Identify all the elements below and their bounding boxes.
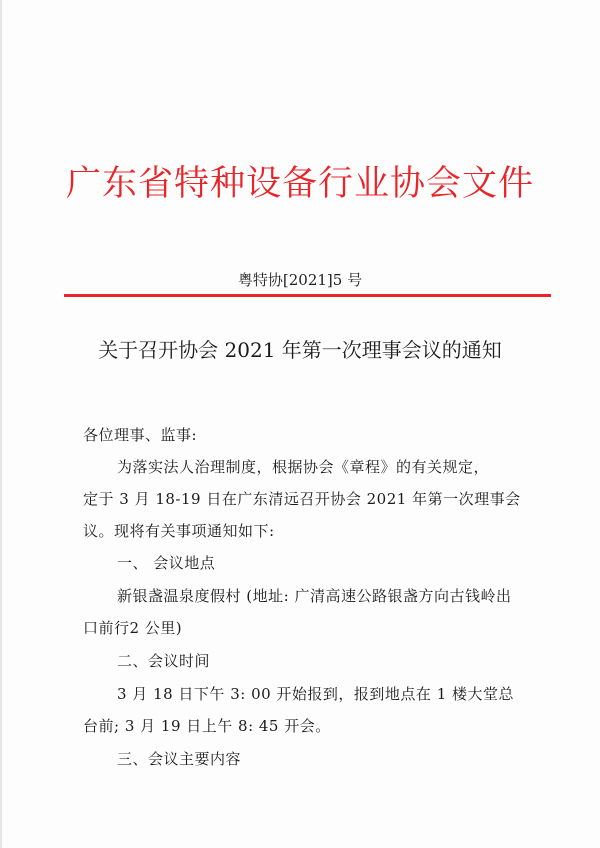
section-heading: 三、会议主要内容: [117, 750, 242, 768]
document-number: 粤特协[2021]5 号: [237, 271, 363, 289]
section-line: 台前; 3 月 19 日上午 8: 45 开会。: [83, 717, 331, 735]
salutation: 各位理事、监事:: [83, 426, 198, 444]
red-divider-line: [64, 294, 551, 297]
section-line: 新银盏温泉度假村 (地址: 广清高速公路银盏方向古钱岭出: [117, 587, 512, 605]
scan-edge: [0, 0, 2, 848]
paragraph-line: 为落实法人治理制度，根据协会《章程》的有关规定，: [117, 458, 490, 476]
organization-title: 广东省特种设备行业协会文件: [65, 164, 534, 204]
paragraph-line: 议。现将有关事项通知如下:: [83, 522, 275, 540]
section-line: 口前行2 公里): [83, 619, 183, 637]
paragraph-line: 定于 3 月 18-19 日在广东清远召开协会 2021 年第一次理事会: [83, 490, 521, 508]
notice-title: 关于召开协会 2021 年第一次理事会议的通知: [98, 338, 502, 362]
section-heading: 一、 会议地点: [117, 554, 216, 572]
section-heading: 二、会议时间: [117, 652, 211, 670]
section-line: 3 月 18 日下午 3: 00 开始报到，报到地点在 1 楼大堂总: [117, 685, 515, 703]
